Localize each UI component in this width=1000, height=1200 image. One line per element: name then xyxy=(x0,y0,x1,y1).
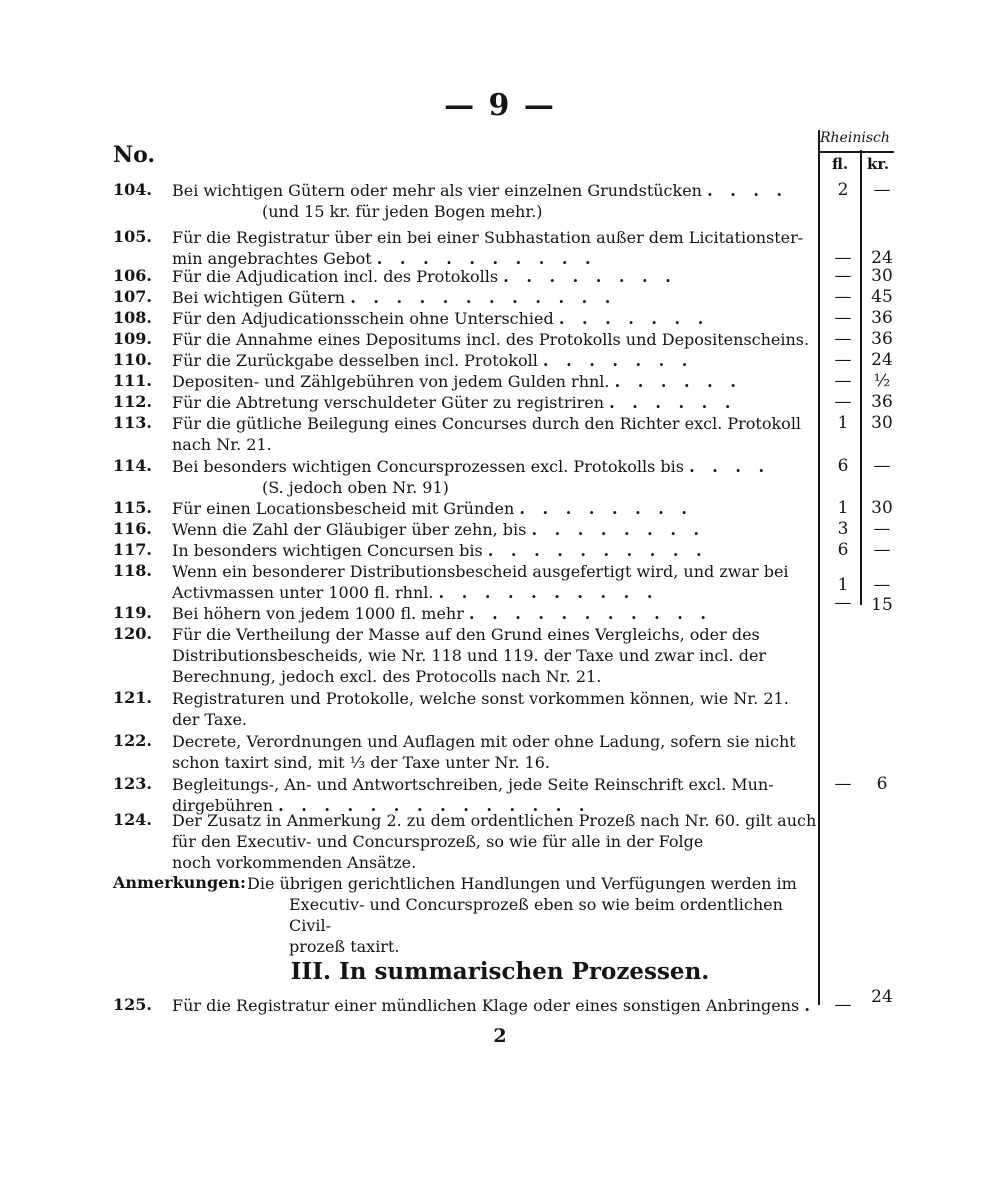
entry-line: Für einen Locationsbescheid mit Gründen xyxy=(172,499,515,518)
entry-line: Für die Zurückgabe desselben incl. Protokoll xyxy=(172,351,538,370)
entry-text xyxy=(172,498,814,519)
entry-line: Wenn ein besonderer Distributionsbescheid ausgefertigt wird, und zwar bei xyxy=(172,562,789,581)
entry-line: Wenn die Zahl der Gläubiger über zehn, bis xyxy=(172,520,527,539)
leader-dots: . . . . . . . . xyxy=(519,499,693,518)
entry-line: In besonders wichtigen Concursen bis xyxy=(172,541,483,560)
fl-value: — xyxy=(834,287,852,307)
entry-number: 125. xyxy=(113,995,152,1014)
kr-value: — xyxy=(873,456,891,476)
entry-line: Für die Vertheilung der Masse auf den Grund eines Vergleichs, oder des xyxy=(172,625,760,644)
entry-line: Registraturen und Protokolle, welche sonst vorkommen können, wie Nr. 21. xyxy=(172,689,789,708)
remarks-line: Executiv- und Concursprozeß eben so wie beim ordentlichen Civil- xyxy=(289,895,783,935)
fl-value: 6 xyxy=(837,540,849,560)
entry-text xyxy=(172,413,814,455)
entry-number: 111. xyxy=(113,371,152,390)
entry-text xyxy=(172,266,814,287)
entry-line: dirgebühren . . . . . . . . . . . . . . xyxy=(172,796,591,815)
number-column-heading: No. xyxy=(113,142,156,168)
kr-column-heading: kr. xyxy=(867,155,890,173)
currency-heading: Rheinisch xyxy=(820,130,890,146)
entry-number: 115. xyxy=(113,498,152,517)
entry-number: 104. xyxy=(113,180,152,199)
entry-number: 119. xyxy=(113,603,152,622)
entry-line: Berechnung, jedoch excl. des Protocolls nach Nr. 21. xyxy=(172,667,602,686)
kr-value: — xyxy=(873,180,891,200)
entry-line: Für die Adjudication incl. des Protokolls xyxy=(172,267,499,286)
leader-dots: . . . . . . xyxy=(609,393,737,412)
entry-number: 123. xyxy=(113,774,152,793)
kr-value: 30 xyxy=(871,498,893,518)
fl-value: — xyxy=(834,266,852,286)
fl-value: — xyxy=(834,329,852,349)
entry-line: Für die Registratur über ein bei einer Subhastation außer dem Licitationster- xyxy=(172,228,804,247)
entry-line: Activmassen unter 1000 fl. rhnl. . . . . . . . . . . xyxy=(172,583,659,602)
fl-value: 1 xyxy=(837,498,849,518)
entry-number: 122. xyxy=(113,731,152,750)
entry-text xyxy=(172,180,814,222)
entry-line: für den Executiv- und Concursprozeß, so wie für alle in der Folge xyxy=(172,832,704,851)
entry-text xyxy=(172,456,814,498)
kr-value: — xyxy=(873,575,891,595)
kr-value: 36 xyxy=(871,329,893,349)
entry-line: Für die Abtretung verschuldeter Güter zu registriren xyxy=(172,393,605,412)
entry-text xyxy=(172,519,814,540)
leader-dots: . . . . xyxy=(689,457,771,476)
kr-value: 15 xyxy=(871,595,893,615)
entry-line: nach Nr. 21. xyxy=(172,435,272,454)
fl-column-heading: fl. xyxy=(832,155,849,173)
leader-dots: . . . . . . . . xyxy=(531,520,706,539)
page-number: — 9 — xyxy=(444,88,556,123)
entry-number: 107. xyxy=(113,287,152,306)
fl-value: — xyxy=(834,371,852,391)
fl-value: — xyxy=(834,248,852,268)
entry-line: noch vorkommenden Ansätze. xyxy=(172,853,417,872)
entry-text xyxy=(172,624,814,687)
entry-text xyxy=(172,329,814,350)
kr-value: ½ xyxy=(873,371,891,391)
fl-value: 3 xyxy=(837,519,849,539)
leader-dots: . . . . xyxy=(707,181,789,200)
leader-dots: . . . . . . . xyxy=(558,309,710,328)
signature-mark: 2 xyxy=(493,1025,507,1047)
leader-dots: . xyxy=(804,996,816,1015)
fl-value: — xyxy=(834,774,852,794)
leader-dots: . . . . . . . xyxy=(542,351,694,370)
entry-number: 121. xyxy=(113,688,152,707)
remarks-line: Die übrigen gerichtlichen Handlungen und Verfügungen werden im xyxy=(247,874,797,893)
kr-value: 30 xyxy=(871,266,893,286)
entry-text xyxy=(172,731,814,773)
fl-value: — xyxy=(834,593,852,613)
fl-value: — xyxy=(834,392,852,412)
kr-value: 45 xyxy=(871,287,893,307)
entry-line: Begleitungs-, An- und Antwortschreiben, jede Seite Reinschrift excl. Mun- xyxy=(172,775,774,794)
section-heading: III. In summarischen Prozessen. xyxy=(290,958,710,985)
entry-line: Bei höhern von jedem 1000 fl. mehr xyxy=(172,604,464,623)
entry-text xyxy=(172,810,817,873)
entry-number: 106. xyxy=(113,266,152,285)
fl-value: 1 xyxy=(837,575,849,595)
entry-number: 117. xyxy=(113,540,152,559)
entry-number: 112. xyxy=(113,392,152,411)
kr-value: 36 xyxy=(871,308,893,328)
entry-text xyxy=(172,308,814,329)
kr-value: 36 xyxy=(871,392,893,412)
entry-number: 109. xyxy=(113,329,152,348)
entry-line: Für die Annahme eines Depositums incl. des Protokolls und Depositenscheins. xyxy=(172,330,810,349)
entry-text xyxy=(172,561,814,603)
kr-value: 24 xyxy=(871,350,893,370)
entry-number: 118. xyxy=(113,561,152,580)
entry-number: 110. xyxy=(113,350,152,369)
leader-dots: . . . . . . . . . . . xyxy=(468,604,712,623)
entry-line: der Taxe. xyxy=(172,710,247,729)
entry-line: (S. jedoch oben Nr. 91) xyxy=(262,478,449,497)
leader-dots: . . . . . . . . . . xyxy=(376,249,597,268)
entry-number: 120. xyxy=(113,624,152,643)
fl-value: 1 xyxy=(837,413,849,433)
entry-line: Für die Registratur einer mündlichen Klage oder eines sonstigen Anbringens xyxy=(172,996,800,1015)
kr-value: — xyxy=(873,519,891,539)
remarks-text xyxy=(247,873,817,957)
leader-dots: . . . . . . . . . . xyxy=(438,583,659,602)
entry-text xyxy=(172,995,814,1016)
leader-dots: . . . . . . . . xyxy=(503,267,677,286)
remarks-label: Anmerkungen: xyxy=(113,873,246,892)
fl-value: — xyxy=(834,995,852,1015)
entry-text xyxy=(172,371,814,392)
remarks-line: prozeß taxirt. xyxy=(289,937,400,956)
entry-number: 114. xyxy=(113,456,152,475)
entry-number: 105. xyxy=(113,227,152,246)
entry-text xyxy=(172,688,814,730)
entry-text xyxy=(172,603,814,624)
kr-value: 24 xyxy=(871,248,893,268)
left-column-rule xyxy=(818,130,820,1005)
entry-number: 116. xyxy=(113,519,152,538)
entry-line: schon taxirt sind, mit ⅓ der Taxe unter Nr. 16. xyxy=(172,753,550,772)
leader-dots: . . . . . . . . . . xyxy=(487,541,708,560)
entry-line: Für den Adjudicationsschein ohne Unterschied xyxy=(172,309,554,328)
entry-number: 108. xyxy=(113,308,152,327)
fl-value: 2 xyxy=(837,180,849,200)
entry-number: 113. xyxy=(113,413,152,432)
kr-value: 24 xyxy=(871,987,893,1007)
leader-dots: . . . . . . xyxy=(614,372,742,391)
leader-dots: . . . . . . . . . . . . . . xyxy=(278,796,591,815)
fl-value: — xyxy=(834,308,852,328)
kr-value: — xyxy=(873,540,891,560)
entry-text xyxy=(172,350,814,371)
currency-heading-rule xyxy=(818,151,894,153)
entry-text xyxy=(172,227,814,269)
entry-line: Der Zusatz in Anmerkung 2. zu dem ordentlichen Prozeß nach Nr. 60. gilt auch xyxy=(172,811,817,830)
fl-value: — xyxy=(834,350,852,370)
entry-text xyxy=(172,287,814,308)
kr-value: 6 xyxy=(876,774,888,794)
entry-line: Bei wichtigen Gütern xyxy=(172,288,346,307)
entry-line: min angebrachtes Gebot . . . . . . . . . . xyxy=(172,249,597,268)
fl-value: 6 xyxy=(837,456,849,476)
entry-line: Distributionsbescheids, wie Nr. 118 und 119. der Taxe und zwar incl. der xyxy=(172,646,767,665)
entry-line: Bei besonders wichtigen Concursprozessen excl. Protokolls bis xyxy=(172,457,684,476)
entry-line: (und 15 kr. für jeden Bogen mehr.) xyxy=(262,202,543,221)
entry-text xyxy=(172,540,814,561)
kr-value: 30 xyxy=(871,413,893,433)
entry-line: Bei wichtigen Gütern oder mehr als vier einzelnen Grundstücken xyxy=(172,181,702,200)
entry-number: 124. xyxy=(113,810,152,829)
leader-dots: . . . . . . . . . . . . xyxy=(350,288,617,307)
entry-line: Depositen- und Zählgebühren von jedem Gulden rhnl. xyxy=(172,372,610,391)
entry-line: Für die gütliche Beilegung eines Concurses durch den Richter excl. Protokoll xyxy=(172,414,802,433)
entry-line: Decrete, Verordnungen und Auflagen mit oder ohne Ladung, sofern sie nicht xyxy=(172,732,796,751)
entry-text xyxy=(172,392,814,413)
